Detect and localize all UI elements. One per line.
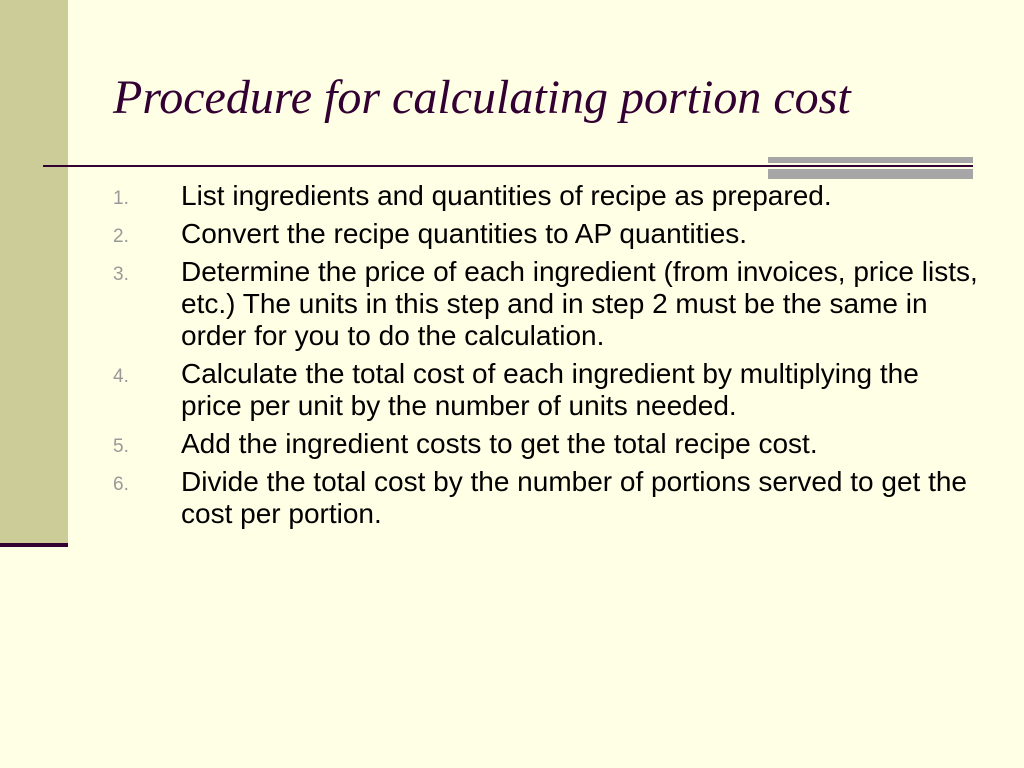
- step-item-6: [0, 466, 1024, 530]
- step-text: Determine the price of each ingredient (from invoices, price lists, etc.) The units in this step and in step 2 must be the same in order for you to do the calculation.: [181, 256, 978, 351]
- decorative-bar-bottom: [768, 169, 973, 179]
- step-item-1: [0, 180, 1024, 212]
- title-divider: [43, 165, 973, 167]
- step-number: 2.: [113, 226, 129, 247]
- step-number: 6.: [113, 474, 129, 495]
- step-text: Add the ingredient costs to get the total recipe cost.: [181, 428, 818, 459]
- decorative-bar-top: [768, 157, 973, 163]
- step-item-5: [0, 428, 1024, 460]
- step-item-4: [0, 358, 1024, 422]
- step-number: 1.: [113, 188, 129, 209]
- step-text: List ingredients and quantities of recipe as prepared.: [181, 180, 832, 211]
- step-number: 4.: [113, 366, 129, 387]
- side-band-rule: [0, 543, 68, 547]
- step-number: 5.: [113, 436, 129, 457]
- step-item-3: [0, 256, 1024, 352]
- slide-title: Procedure for calculating portion cost: [113, 71, 851, 124]
- step-text: Calculate the total cost of each ingredient by multiplying the price per unit by the number of units needed.: [181, 358, 919, 421]
- step-text: Convert the recipe quantities to AP quantities.: [181, 218, 748, 249]
- step-text: Divide the total cost by the number of portions served to get the cost per portion.: [181, 466, 967, 529]
- procedure-steps-list: [0, 180, 1024, 536]
- step-number: 3.: [113, 264, 129, 285]
- step-item-2: [0, 218, 1024, 250]
